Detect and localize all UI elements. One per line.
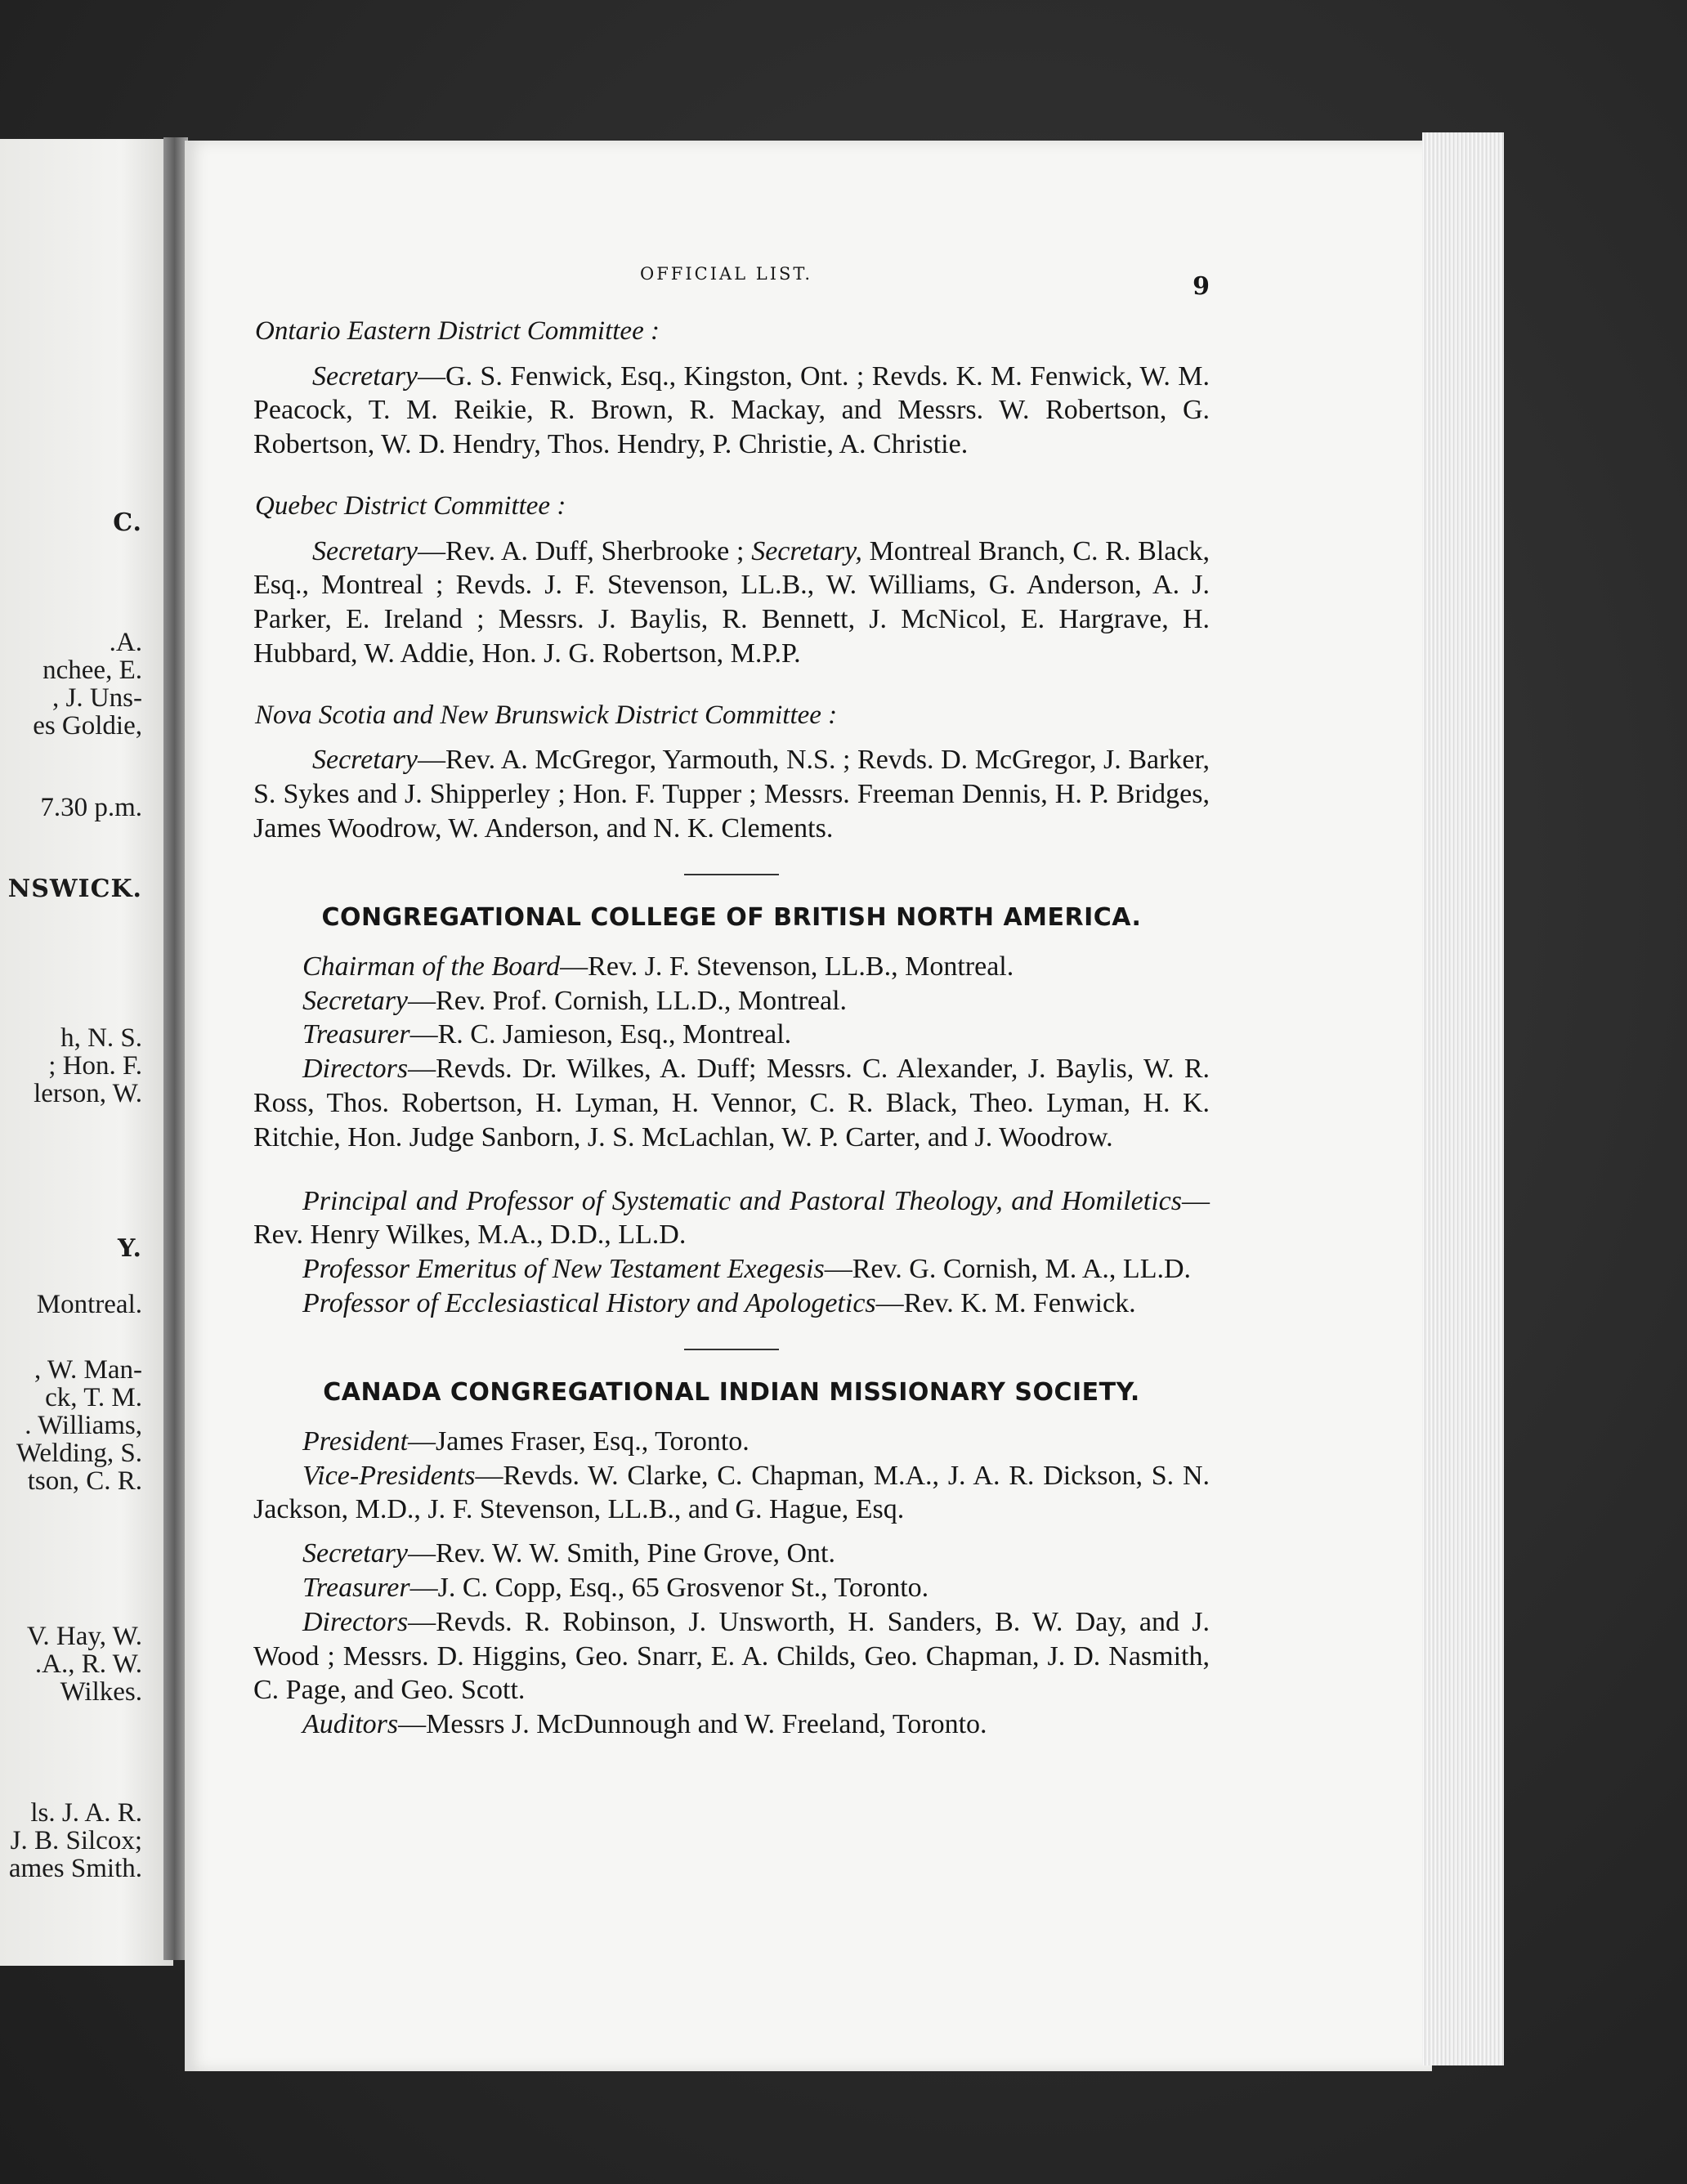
ontario-committee-text: —G. S. Fenwick, Esq., Kingston, Ont. ; Revds. K. M. Fenwick, W. M. Peacock, T. M. Reikie, R. Brown, R. Mackay, and Messrs. W. Robertson, G. Robertson, W. D. Hendry, Thos. Hendry, P. Christie, A. Christie.: [253, 360, 1210, 460]
society-vice-presidents-names: —Revds. W. Clarke, C. Chapman, M.A., J. A. R. Dickson, S. N. Jackson, M.D., J. F. Stevenson, LL.B., and G. Hague, Esq.: [253, 1460, 1210, 1525]
college-treasurer: [253, 1018, 1210, 1052]
role-label: Chairman of the Board: [302, 951, 561, 982]
role-label: President: [302, 1425, 409, 1457]
left-page-fragment: .A., R. W.: [34, 1649, 142, 1679]
society-vice-presidents: [253, 1459, 1210, 1528]
society-secretary-name: —Rev. W. W. Smith, Pine Grove, Ont.: [408, 1538, 835, 1569]
role-label: Secretary: [302, 985, 409, 1016]
left-page-fragment: Montreal.: [36, 1290, 142, 1319]
role-label: Principal and Professor of Systematic and Pastoral Theology, and Homiletics: [302, 1185, 1182, 1216]
left-page: [0, 139, 173, 1966]
college-professor-history-name: —Rev. K. M. Fenwick.: [875, 1288, 1136, 1319]
society-treasurer: [253, 1571, 1210, 1605]
running-head-title: OFFICIAL LIST.: [640, 264, 813, 284]
college-secretary-name: —Rev. Prof. Cornish, LL.D., Montreal.: [408, 985, 848, 1016]
left-page-fragment: ck, T. M.: [45, 1383, 142, 1412]
role-label: Secretary: [312, 745, 418, 776]
left-page-fragment: es Goldie,: [33, 711, 142, 741]
left-page-fragment: Y.: [118, 1234, 142, 1263]
left-page-fragment: Wilkes.: [60, 1677, 142, 1707]
quebec-committee-text-2: Montreal Branch, C. R. Black, Esq., Montreal ; Revds. J. F. Stevenson, LL.B., W. Williams, G. Anderson, A. J. Parker, E. Ireland ; Messrs. J. Baylis, R. Bennett, J. McNicol, E. Hargrave, H. Hubbard, W. Addie, Hon. J. G. Robertson, M.P.P.: [253, 535, 1210, 669]
college-chairman: [253, 950, 1210, 984]
society-treasurer-name: —J. C. Copp, Esq., 65 Grosvenor St., Toronto.: [409, 1573, 929, 1604]
quebec-committee-heading: Quebec District Committee :: [255, 491, 566, 521]
left-page-fragment: tson, C. R.: [27, 1466, 142, 1496]
college-directors: [253, 1052, 1210, 1154]
role-label: Vice-Presidents: [302, 1460, 476, 1491]
left-page-fragment: h, N. S.: [60, 1023, 142, 1053]
left-page-fragment: V. Hay, W.: [26, 1622, 142, 1651]
role-label: Directors: [302, 1606, 409, 1637]
society-auditors: [253, 1707, 1210, 1742]
left-page-fragment: .A.: [109, 628, 142, 657]
ontario-committee-members: [253, 360, 1210, 462]
ontario-committee-heading: Ontario Eastern District Committee :: [255, 316, 660, 346]
page-number: 9: [1193, 272, 1210, 301]
left-page-fragment: nchee, E.: [43, 656, 142, 685]
role-label: Secretary,: [751, 535, 862, 566]
left-page-fragment: ls. J. A. R.: [30, 1798, 142, 1828]
left-page-fragment: 7.30 p.m.: [40, 793, 142, 822]
college-principal-name: —Rev. Henry Wilkes, M.A., D.D., LL.D.: [253, 1185, 1210, 1251]
section-divider: [684, 874, 779, 875]
role-label: Directors: [302, 1054, 409, 1085]
role-label: Treasurer: [302, 1573, 410, 1604]
society-directors: [253, 1605, 1210, 1707]
left-page-fragment: Welding, S.: [16, 1439, 142, 1468]
running-head: [253, 249, 1210, 301]
role-label: Professor Emeritus of New Testament Exegesis: [302, 1254, 825, 1285]
left-page-fragment: . Williams,: [25, 1411, 142, 1440]
nova-scotia-committee-heading: Nova Scotia and New Brunswick District Committee :: [255, 700, 838, 730]
college-heading: CONGREGATIONAL COLLEGE OF BRITISH NORTH AMERICA.: [321, 902, 1142, 932]
page-content: [253, 249, 1210, 1742]
society-president: [253, 1425, 1210, 1459]
role-label: Professor of Ecclesiastical History and Apologetics: [302, 1288, 876, 1319]
left-page-fragment: ; Hon. F.: [48, 1051, 142, 1081]
left-page-fragment: C.: [113, 508, 142, 537]
role-label: Secretary: [302, 1538, 409, 1569]
nova-scotia-committee-members: [253, 743, 1210, 845]
society-directors-names: —Revds. R. Robinson, J. Unsworth, H. Sanders, B. W. Day, and J. Wood ; Messrs. D. Higgins, Geo. Snarr, E. A. Childs, Geo. Chapman, J. D. Nasmith, C. Page, and Geo. Scott.: [253, 1606, 1210, 1706]
college-treasurer-name: —R. C. Jamieson, Esq., Montreal.: [409, 1019, 792, 1050]
section-divider: [684, 1349, 779, 1350]
page-edges: [1422, 132, 1504, 2065]
college-directors-names: —Revds. Dr. Wilkes, A. Duff; Messrs. C. Alexander, J. Baylis, W. R. Ross, Thos. Robertson, H. Lyman, H. Vennor, C. R. Black, Theo. Lyman, H. K. Ritchie, Hon. Judge Sanborn, J. S. McLachlan, W. P. Carter, and J. Woodrow.: [253, 1054, 1210, 1152]
quebec-committee-text-1: —Rev. A. Duff, Sherbrooke ;: [418, 535, 752, 566]
college-secretary: [253, 984, 1210, 1018]
college-professor-history: [253, 1287, 1210, 1321]
society-heading: CANADA CONGREGATIONAL INDIAN MISSIONARY SOCIETY.: [323, 1377, 1140, 1407]
role-label: Treasurer: [302, 1019, 410, 1050]
college-chairman-name: —Rev. J. F. Stevenson, LL.B., Montreal.: [560, 951, 1014, 982]
left-page-fragment: NSWICK.: [7, 875, 142, 903]
left-page-fragment: lerson, W.: [34, 1079, 142, 1108]
society-secretary: [253, 1537, 1210, 1571]
left-page-fragment: , W. Man-: [34, 1355, 142, 1385]
left-page-fragment: ames Smith.: [8, 1854, 142, 1883]
nova-scotia-committee-text: —Rev. A. McGregor, Yarmouth, N.S. ; Revds. D. McGregor, J. Barker, S. Sykes and J. Shipperley ; Hon. F. Tupper ; Messrs. Freeman Dennis, H. P. Bridges, James Woodrow, W. Anderson, and N. K. Clements.: [253, 745, 1210, 844]
role-label: Secretary: [312, 535, 418, 566]
college-professor-emeritus-name: —Rev. G. Cornish, M. A., LL.D.: [824, 1254, 1192, 1285]
society-president-name: —James Fraser, Esq., Toronto.: [408, 1425, 750, 1457]
role-label: Secretary: [312, 360, 418, 392]
left-page-fragment: J. B. Silcox;: [10, 1826, 142, 1855]
society-auditors-names: —Messrs J. McDunnough and W. Freeland, Toronto.: [398, 1709, 987, 1740]
role-label: Auditors: [302, 1709, 399, 1740]
college-principal: [253, 1184, 1210, 1253]
college-professor-emeritus: [253, 1252, 1210, 1287]
left-page-fragment: , J. Uns-: [51, 683, 142, 713]
quebec-committee-members: [253, 535, 1210, 671]
